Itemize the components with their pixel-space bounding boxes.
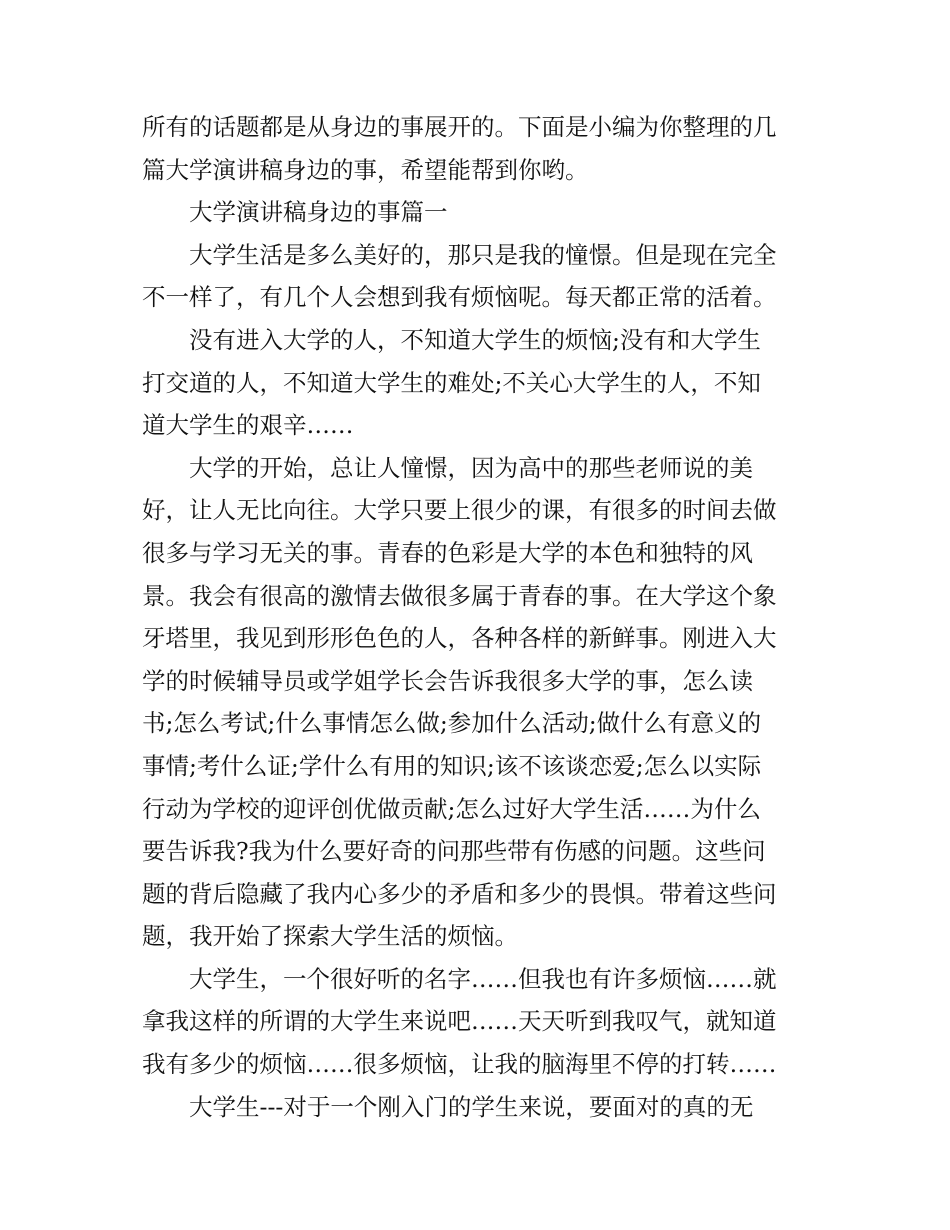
text-line: 大学生，一个很好听的名字……但我也有许多烦恼……就 xyxy=(189,964,777,993)
text-line: 打交道的人，不知道大学生的难处;不关心大学生的人，不知 xyxy=(142,368,761,397)
text-line: 题的背后隐藏了我内心多少的矛盾和多少的畏惧。带着这些问 xyxy=(142,879,777,908)
document-body xyxy=(142,106,822,1128)
text-line: 景。我会有很高的激情去做很多属于青春的事。在大学这个象 xyxy=(142,581,777,610)
text-line: 好，让人无比向往。大学只要上很少的课，有很多的时间去做 xyxy=(142,496,777,525)
text-line: 大学生---对于一个刚入门的学生来说，要面对的真的无 xyxy=(189,1092,754,1121)
text-line: 篇大学演讲稿身边的事，希望能帮到你哟。 xyxy=(142,155,589,184)
text-line: 事情;考什么证;学什么有用的知识;该不该谈恋爱;怎么以实际 xyxy=(142,751,762,780)
text-line: 学的时候辅导员或学姐学长会告诉我很多大学的事，怎么读 xyxy=(142,666,753,695)
text-line: 书;怎么考试;什么事情怎么做;参加什么活动;做什么有意义的 xyxy=(142,709,762,738)
section-heading: 大学演讲稿身边的事篇一 xyxy=(189,198,448,227)
text-line: 牙塔里，我见到形形色色的人，各种各样的新鲜事。刚进入大 xyxy=(142,624,777,653)
text-line: 我有多少的烦恼……很多烦恼，让我的脑海里不停的打转…… xyxy=(142,1050,777,1079)
text-line: 不一样了，有几个人会想到我有烦恼呢。每天都正常的活着。 xyxy=(142,283,777,312)
text-line: 道大学生的艰辛…… xyxy=(142,411,354,440)
text-line: 要告诉我?我为什么要好奇的问那些带有伤感的问题。这些问 xyxy=(142,837,766,866)
text-line: 大学生活是多么美好的，那只是我的憧憬。但是现在完全 xyxy=(189,240,777,269)
text-line: 没有进入大学的人，不知道大学生的烦恼;没有和大学生 xyxy=(189,325,761,354)
text-line: 行动为学校的迎评创优做贡献;怎么过好大学生活……为什么 xyxy=(142,794,761,823)
text-line: 拿我这样的所谓的大学生来说吧……天天听到我叹气，就知道 xyxy=(142,1007,777,1036)
text-line: 大学的开始，总让人憧憬，因为高中的那些老师说的美 xyxy=(189,453,753,482)
text-line: 所有的话题都是从身边的事展开的。下面是小编为你整理的几 xyxy=(142,113,777,141)
text-line: 题，我开始了探索大学生活的烦恼。 xyxy=(142,922,518,951)
text-line: 很多与学习无关的事。青春的色彩是大学的本色和独特的风 xyxy=(142,538,753,567)
